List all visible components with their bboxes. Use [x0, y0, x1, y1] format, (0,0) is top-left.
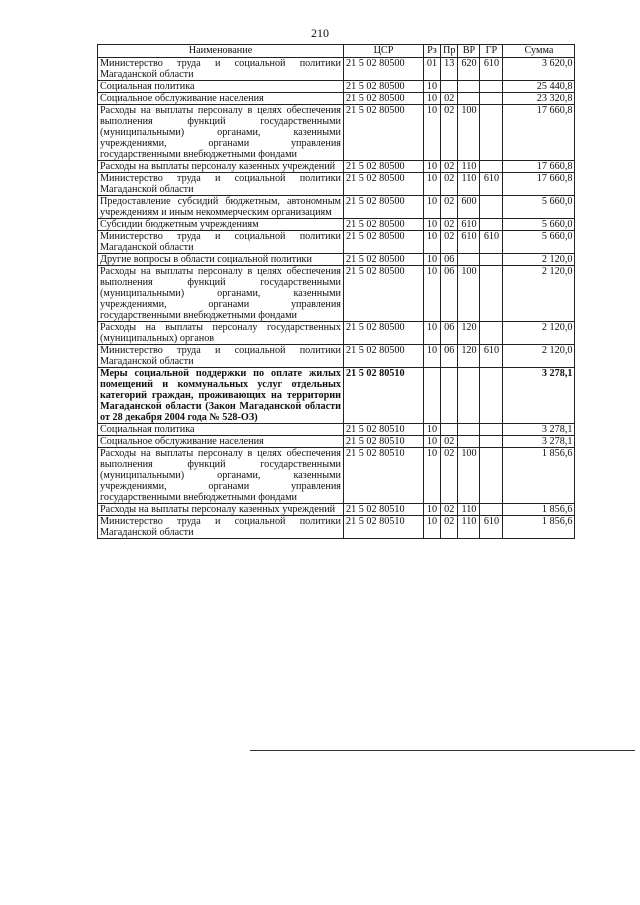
cell-name: Другие вопросы в области социальной политики — [98, 254, 344, 266]
cell-pr: 02 — [441, 448, 458, 504]
cell-gr: 610 — [480, 58, 503, 81]
table-body — [98, 58, 575, 539]
cell-sum: 23 320,8 — [503, 93, 575, 105]
cell-name: Субсидии бюджетным учреждениям — [98, 219, 344, 231]
cell-sum: 1 856,6 — [503, 504, 575, 516]
header-vr: ВР — [458, 45, 480, 58]
cell-name: Меры социальной поддержки по оплате жилых помещений и коммунальных услуг отдельных категорий граждан, проживающих на территории Магаданской области (Закон Магаданской области от 28 декабря 2004 года № 528-ОЗ) — [98, 368, 344, 424]
cell-sum: 3 620,0 — [503, 58, 575, 81]
cell-vr: 100 — [458, 266, 480, 322]
cell-sum: 1 856,6 — [503, 516, 575, 539]
cell-name: Социальное обслуживание населения — [98, 93, 344, 105]
cell-sum: 25 440,8 — [503, 81, 575, 93]
cell-sum: 3 278,1 — [503, 368, 575, 424]
cell-csr: 21 5 02 80500 — [344, 173, 424, 196]
table-row — [98, 266, 575, 322]
cell-gr — [480, 161, 503, 173]
cell-vr — [458, 436, 480, 448]
cell-rz — [424, 368, 441, 424]
cell-rz: 10 — [424, 266, 441, 322]
cell-pr: 02 — [441, 504, 458, 516]
cell-sum: 2 120,0 — [503, 254, 575, 266]
cell-csr: 21 5 02 80510 — [344, 504, 424, 516]
cell-pr: 02 — [441, 173, 458, 196]
cell-csr: 21 5 02 80500 — [344, 58, 424, 81]
cell-csr: 21 5 02 80500 — [344, 345, 424, 368]
cell-gr — [480, 448, 503, 504]
cell-gr — [480, 105, 503, 161]
cell-rz: 10 — [424, 231, 441, 254]
table-row — [98, 58, 575, 81]
cell-name: Предоставление субсидий бюджетным, автономным учреждениям и иным некоммерческим организациям — [98, 196, 344, 219]
cell-pr — [441, 424, 458, 436]
table-row — [98, 93, 575, 105]
cell-vr: 620 — [458, 58, 480, 81]
cell-gr — [480, 368, 503, 424]
cell-sum: 3 278,1 — [503, 424, 575, 436]
table-row — [98, 504, 575, 516]
cell-sum: 17 660,8 — [503, 173, 575, 196]
cell-csr: 21 5 02 80500 — [344, 254, 424, 266]
cell-name: Министерство труда и социальной политики Магаданской области — [98, 173, 344, 196]
budget-table — [97, 44, 575, 539]
table-row — [98, 436, 575, 448]
cell-csr: 21 5 02 80510 — [344, 436, 424, 448]
cell-rz: 10 — [424, 424, 441, 436]
cell-pr: 02 — [441, 436, 458, 448]
cell-vr: 120 — [458, 322, 480, 345]
cell-rz: 10 — [424, 322, 441, 345]
cell-vr: 110 — [458, 504, 480, 516]
table-row — [98, 219, 575, 231]
cell-vr — [458, 368, 480, 424]
cell-name: Министерство труда и социальной политики Магаданской области — [98, 345, 344, 368]
cell-rz: 10 — [424, 436, 441, 448]
cell-rz: 10 — [424, 448, 441, 504]
cell-sum: 17 660,8 — [503, 105, 575, 161]
cell-sum: 1 856,6 — [503, 448, 575, 504]
cell-vr: 100 — [458, 448, 480, 504]
cell-pr: 02 — [441, 105, 458, 161]
cell-vr: 120 — [458, 345, 480, 368]
footer-divider — [250, 750, 635, 751]
cell-name: Министерство труда и социальной политики Магаданской области — [98, 58, 344, 81]
cell-csr: 21 5 02 80500 — [344, 93, 424, 105]
header-name: Наименование — [98, 45, 344, 58]
cell-name: Министерство труда и социальной политики Магаданской области — [98, 231, 344, 254]
cell-csr: 21 5 02 80500 — [344, 322, 424, 345]
cell-csr: 21 5 02 80510 — [344, 424, 424, 436]
cell-sum: 5 660,0 — [503, 196, 575, 219]
cell-gr: 610 — [480, 173, 503, 196]
cell-gr — [480, 322, 503, 345]
cell-rz: 10 — [424, 81, 441, 93]
cell-pr: 06 — [441, 322, 458, 345]
cell-name: Социальная политика — [98, 424, 344, 436]
cell-csr: 21 5 02 80510 — [344, 448, 424, 504]
cell-vr: 110 — [458, 516, 480, 539]
cell-rz: 10 — [424, 196, 441, 219]
cell-csr: 21 5 02 80500 — [344, 105, 424, 161]
table-row — [98, 254, 575, 266]
cell-gr — [480, 254, 503, 266]
cell-sum: 5 660,0 — [503, 219, 575, 231]
table-row — [98, 424, 575, 436]
header-gr: ГР — [480, 45, 503, 58]
cell-name: Расходы на выплаты персоналу государственных (муниципальных) органов — [98, 322, 344, 345]
cell-pr — [441, 368, 458, 424]
table-row — [98, 516, 575, 539]
cell-rz: 01 — [424, 58, 441, 81]
cell-gr — [480, 436, 503, 448]
table-row — [98, 322, 575, 345]
cell-gr — [480, 424, 503, 436]
cell-gr: 610 — [480, 345, 503, 368]
cell-vr — [458, 424, 480, 436]
cell-csr: 21 5 02 80500 — [344, 161, 424, 173]
cell-pr — [441, 81, 458, 93]
cell-csr: 21 5 02 80500 — [344, 196, 424, 219]
cell-rz: 10 — [424, 105, 441, 161]
table-row — [98, 448, 575, 504]
cell-vr: 600 — [458, 196, 480, 219]
cell-pr: 02 — [441, 231, 458, 254]
cell-pr: 02 — [441, 219, 458, 231]
table-row — [98, 81, 575, 93]
cell-name: Расходы на выплаты персоналу казенных учреждений — [98, 161, 344, 173]
cell-name: Расходы на выплаты персоналу в целях обеспечения выполнения функций государственными (муниципальными) органами, казенными учреждениями, органами управления государственными внебюджетными фондами — [98, 266, 344, 322]
cell-sum: 3 278,1 — [503, 436, 575, 448]
cell-gr — [480, 504, 503, 516]
cell-gr: 610 — [480, 516, 503, 539]
cell-vr: 110 — [458, 173, 480, 196]
cell-rz: 10 — [424, 93, 441, 105]
cell-gr — [480, 196, 503, 219]
cell-gr — [480, 93, 503, 105]
cell-csr: 21 5 02 80500 — [344, 266, 424, 322]
cell-pr: 02 — [441, 516, 458, 539]
cell-vr: 110 — [458, 161, 480, 173]
cell-rz: 10 — [424, 254, 441, 266]
header-sum: Сумма — [503, 45, 575, 58]
cell-vr — [458, 93, 480, 105]
cell-name: Расходы на выплаты персоналу в целях обеспечения выполнения функций государственными (муниципальными) органами, казенными учреждениями, органами управления государственными внебюджетными фондами — [98, 448, 344, 504]
cell-csr: 21 5 02 80500 — [344, 231, 424, 254]
cell-sum: 2 120,0 — [503, 266, 575, 322]
table-row — [98, 173, 575, 196]
cell-pr: 02 — [441, 196, 458, 219]
cell-gr — [480, 81, 503, 93]
table-row — [98, 105, 575, 161]
cell-pr: 02 — [441, 93, 458, 105]
cell-vr — [458, 254, 480, 266]
cell-gr — [480, 219, 503, 231]
header-csr: ЦСР — [344, 45, 424, 58]
table-header-row — [98, 45, 575, 58]
cell-rz: 10 — [424, 219, 441, 231]
cell-name: Расходы на выплаты персоналу в целях обеспечения выполнения функций государственными (муниципальными) органами, казенными учреждениями, органами управления государственными внебюджетными фондами — [98, 105, 344, 161]
cell-pr: 13 — [441, 58, 458, 81]
cell-name: Социальная политика — [98, 81, 344, 93]
cell-rz: 10 — [424, 516, 441, 539]
cell-pr: 06 — [441, 266, 458, 322]
cell-rz: 10 — [424, 504, 441, 516]
table-row — [98, 231, 575, 254]
cell-pr: 06 — [441, 345, 458, 368]
cell-vr: 100 — [458, 105, 480, 161]
cell-rz: 10 — [424, 345, 441, 368]
cell-vr — [458, 81, 480, 93]
header-rz: Рз — [424, 45, 441, 58]
cell-vr: 610 — [458, 231, 480, 254]
cell-sum: 2 120,0 — [503, 322, 575, 345]
cell-name: Министерство труда и социальной политики Магаданской области — [98, 516, 344, 539]
cell-pr: 02 — [441, 161, 458, 173]
cell-name: Социальное обслуживание населения — [98, 436, 344, 448]
cell-sum: 5 660,0 — [503, 231, 575, 254]
header-pr: Пр — [441, 45, 458, 58]
page-number: 210 — [311, 26, 329, 40]
cell-csr: 21 5 02 80500 — [344, 81, 424, 93]
table-row — [98, 368, 575, 424]
cell-sum: 17 660,8 — [503, 161, 575, 173]
cell-gr: 610 — [480, 231, 503, 254]
cell-csr: 21 5 02 80500 — [344, 219, 424, 231]
cell-csr: 21 5 02 80510 — [344, 368, 424, 424]
table-row — [98, 161, 575, 173]
cell-pr: 06 — [441, 254, 458, 266]
cell-sum: 2 120,0 — [503, 345, 575, 368]
cell-vr: 610 — [458, 219, 480, 231]
cell-rz: 10 — [424, 173, 441, 196]
table-row — [98, 196, 575, 219]
cell-gr — [480, 266, 503, 322]
cell-rz: 10 — [424, 161, 441, 173]
table-row — [98, 345, 575, 368]
cell-csr: 21 5 02 80510 — [344, 516, 424, 539]
cell-name: Расходы на выплаты персоналу казенных учреждений — [98, 504, 344, 516]
